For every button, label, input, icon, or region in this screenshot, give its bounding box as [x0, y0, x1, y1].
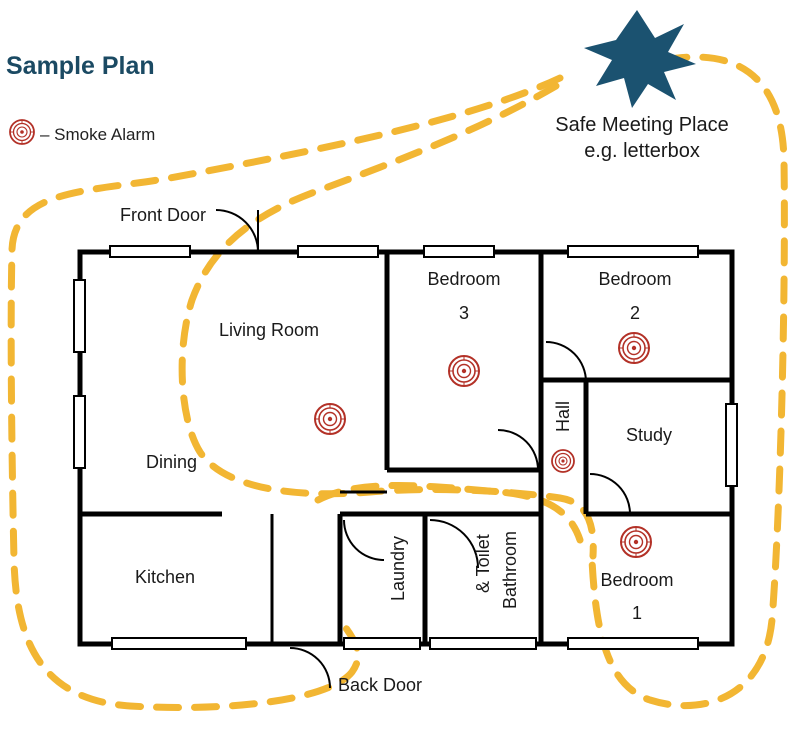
room-label-living-room: Living Room — [219, 320, 320, 340]
room-label-bedroom-2-number: 2 — [629, 303, 640, 323]
room-label-kitchen: Kitchen — [135, 567, 196, 587]
front-door-label: Front Door — [120, 205, 207, 225]
window-living-2 — [298, 246, 378, 257]
room-label-bedroom-2: Bedroom — [598, 269, 672, 289]
window-bed3 — [424, 246, 494, 257]
smoke-alarm-bedroom-1 — [621, 527, 651, 557]
room-label-hall: Hall — [553, 400, 573, 432]
room-label-study: Study — [626, 425, 673, 445]
smoke-alarm-bedroom-2 — [619, 333, 649, 363]
window-left-2 — [74, 396, 85, 468]
window-kitchen — [112, 638, 246, 649]
door-bed2 — [546, 342, 586, 382]
smoke-alarm-bedroom-3 — [449, 356, 479, 386]
safe-meeting-place-label — [531, 112, 753, 164]
door-laundry — [344, 520, 384, 560]
door-bed3 — [498, 430, 538, 470]
safe-meeting-place-line1: Safe Meeting Place — [555, 114, 729, 136]
door-study — [590, 474, 630, 514]
smoke-alarm-living-room — [315, 404, 345, 434]
window-bed1 — [568, 638, 698, 649]
back-door-label: Back Door — [338, 675, 423, 695]
room-label-bedroom-1: Bedroom — [600, 570, 674, 590]
legend-label: – Smoke Alarm — [40, 125, 156, 144]
window-living-1 — [110, 246, 190, 257]
room-label-bedroom-3-number: 3 — [458, 303, 469, 323]
room-label-bedroom-3: Bedroom — [427, 269, 501, 289]
room-label-bathroom-line2: & Toilet — [473, 534, 493, 594]
room-label-dining: Dining — [146, 452, 198, 472]
room-label-bedroom-1-number: 1 — [631, 603, 642, 623]
window-bed2 — [568, 246, 698, 257]
window-right-1 — [726, 404, 737, 486]
page-title: Sample Plan — [6, 52, 155, 80]
door-bath — [430, 520, 478, 568]
door-back — [290, 648, 330, 688]
smoke-alarm-legend-icon — [10, 120, 34, 144]
safe-meeting-place-line2: e.g. letterbox — [584, 140, 700, 162]
room-label-laundry: Laundry — [388, 535, 408, 601]
window-left-1 — [74, 280, 85, 352]
room-label-bathroom-line1: Bathroom — [500, 530, 520, 610]
smoke-alarm-hall — [552, 450, 574, 472]
safe-meeting-place-marker — [584, 10, 696, 108]
window-bath — [430, 638, 536, 649]
escape-route-outer-loop — [11, 78, 560, 708]
window-laundry — [344, 638, 420, 649]
